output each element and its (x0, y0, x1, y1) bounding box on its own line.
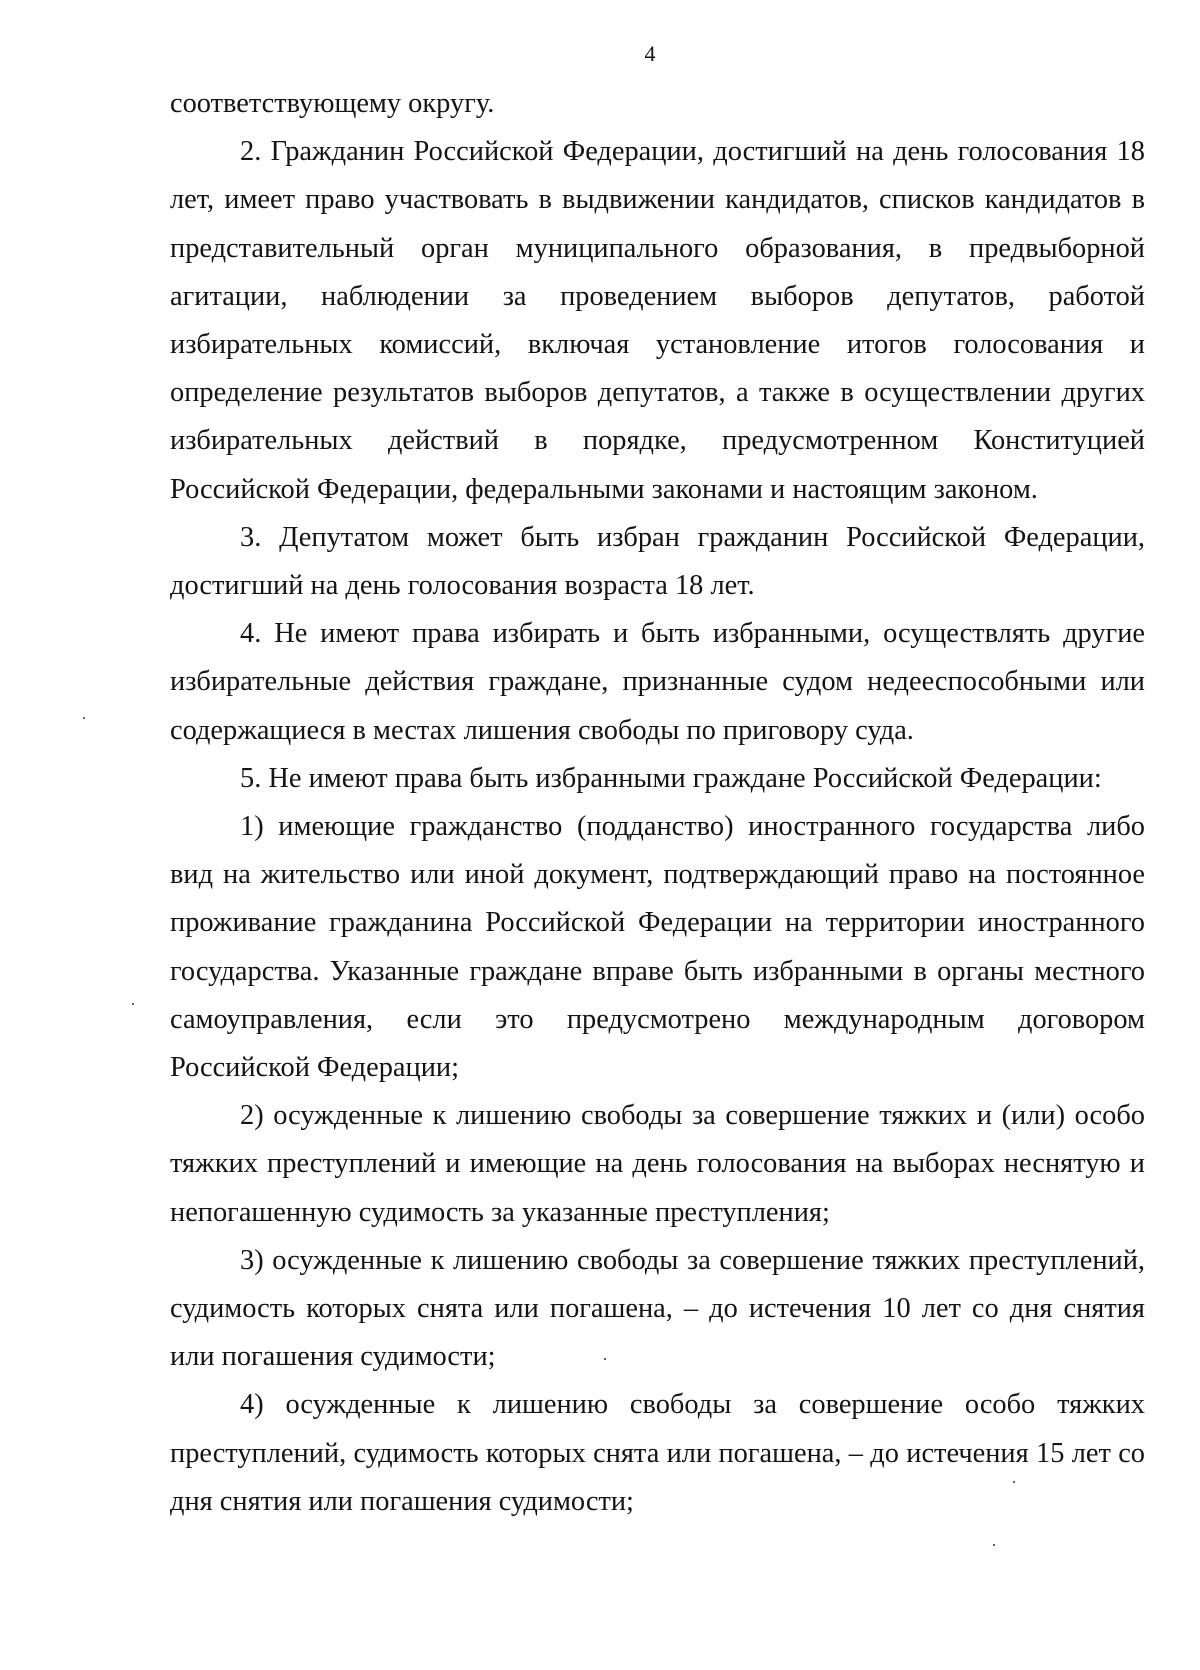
subitem-5-1: 1) имеющие гражданство (подданство) иностранного государства либо вид на жительство или иной документ, подтверждающий право на постоянное проживание гражданина Российской Федерации на территории иностранного государства. Указанные граждане вправе быть избранными в органы местного самоуправления, если это предусмотрено международным договором Российской Федерации; (170, 811, 1145, 1084)
paragraph-item-2: 2. Гражданин Российской Федерации, достигший на день голосования 18 лет, имеет право участвовать в выдвижении кандидатов, списков кандидатов в представительный орган муниципального образования, в предвыборной агитации, наблюдении за проведением выборов депутатов, работой избирательных комиссий, включая установление итогов голосования и определение результатов выборов депутатов, а также в осуществлении других избирательных действий в порядке, предусмотренном Конституцией Российской Федерации, федеральными законами и настоящим законом. (170, 136, 1145, 505)
scan-speck (604, 1358, 606, 1360)
subitem-5-3: 3) осужденные к лишению свободы за совершение тяжких преступлений, судимость которых снята или погашена, – до истечения 10 лет со дня снятия или погашения судимости; (170, 1244, 1145, 1373)
scan-speck (1013, 1481, 1015, 1483)
paragraph-continuation: соответствующему округу. (170, 88, 495, 119)
paragraph-item-3: 3. Депутатом может быть избран гражданин Российской Федерации, достигший на день голосования возраста 18 лет. (170, 521, 1145, 602)
document-body (170, 80, 1145, 1526)
scan-speck (83, 717, 85, 719)
page-number: 4 (644, 41, 656, 66)
subitem-5-4: 4) осужденные к лишению свободы за совершение особо тяжких преступлений, судимость которых снята или погашена, – до истечения 15 лет со дня снятия или погашения судимости; (170, 1389, 1145, 1517)
subitem-5-2: 2) осужденные к лишению свободы за совершение тяжких и (или) особо тяжких преступлений и имеющие на день голосования на выборах неснятую и непогашенную судимость за указанные преступления; (170, 1100, 1145, 1228)
scan-speck (132, 1003, 134, 1005)
paragraph-item-5: 5. Не имеют права быть избранными граждане Российской Федерации: (240, 762, 1102, 794)
paragraph-item-4: 4. Не имеют права избирать и быть избранными, осуществлять другие избирательные действия граждане, признанные судом недееспособными или содержащиеся в местах лишения свободы по приговору суда. (170, 618, 1145, 746)
scan-speck (993, 1544, 995, 1546)
